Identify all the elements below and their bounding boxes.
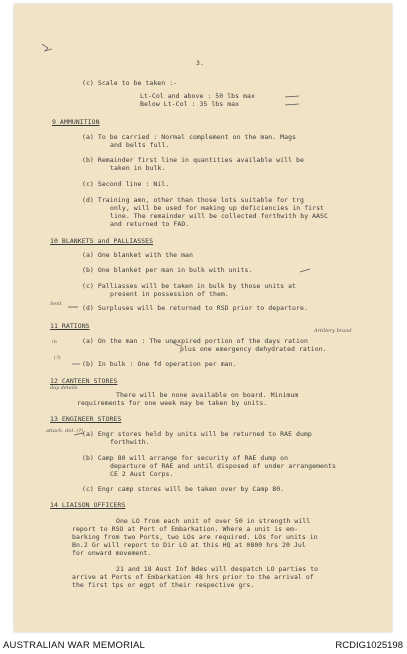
text-line: only, will be used for making up deficiencies in first <box>110 204 325 212</box>
document-page <box>14 4 392 632</box>
text-line: the first tps or egpt of their respective grs. <box>72 581 255 589</box>
text-line: (a) To be carried : Normal complement on the man. Mags <box>82 133 297 141</box>
text-line: One LO from each unit of over 50 in strength will <box>116 517 311 525</box>
text-line: CE 2 Aust Corps. <box>110 470 174 478</box>
text-line: (c) Second line : Nil. <box>82 180 170 188</box>
handwritten-note: in <box>52 339 57 345</box>
text-line: report to RSO at Port of Embarkation. Where a unit is em- <box>72 525 298 533</box>
text-line: (c) Engr camp stores will be taken over by Camp 80. <box>82 485 285 493</box>
section-heading: 12 CANTEEN STORES <box>50 377 118 385</box>
text-line: 21 and 18 Aust Inf Bdes will despatch LO parties to <box>116 565 319 573</box>
text-line: Bn.2 Gr will report to Dir LO at this HQ at 0800 hrs 20 Jul <box>72 541 306 549</box>
handwritten-note: (?) <box>54 355 61 361</box>
text-line: (d) Surpluses will be returned to RSD prior to departure. <box>82 304 308 312</box>
footer-bar <box>0 636 407 654</box>
text-line: (c) Palliasses will be taken in bulk by those units at <box>82 282 297 290</box>
text-line: (a) On the man : The unexpired portion of the days ration <box>82 337 308 345</box>
text-line: arrive at Ports of Embarkation 48 hrs prior to the arrival of <box>72 573 314 581</box>
section-heading: 11 RATIONS <box>50 322 90 330</box>
text-line: forthwith. <box>110 438 150 446</box>
section-heading: 13 ENGINEER STORES <box>50 415 122 423</box>
handwritten-note: Artillery brand <box>314 328 352 334</box>
section-heading: 9 AMMUNITION <box>52 118 100 126</box>
handwritten-note: Sent <box>50 301 62 307</box>
section-heading: 10 BLANKETS and PALLIASSES <box>50 237 154 245</box>
text-line: (a) Engr stores held by units will be returned to RAE dump <box>82 430 312 438</box>
text-line: and belts full. <box>110 141 170 149</box>
text-line: (c) Scale to be taken :- <box>82 79 178 87</box>
text-line: Below Lt-Col : 35 lbs max <box>140 100 240 108</box>
text-line: line. The remainder will be collected forthwith by AASC <box>110 212 328 220</box>
text-line: (b) Remainder first line in quantities available will be <box>82 156 304 164</box>
text-line: and returned to FAD. <box>110 220 190 228</box>
pen-scribble <box>42 44 52 51</box>
page-number: 3. <box>196 59 204 67</box>
text-line: (b) In bulk : One fd operation per man. <box>82 360 237 368</box>
footer-record-id: RCDIG1025198 <box>335 640 403 651</box>
text-line: plus one emergency dehydrated ration. <box>180 345 327 353</box>
text-line: (d) Training amn, other than those lots suitable for trg <box>82 196 304 204</box>
pen-stroke <box>300 269 310 272</box>
text-line: barking from two Ports, two LOs are required. LOs for units in <box>72 533 318 541</box>
text-line: There will be none available on board. Minimum <box>116 391 299 399</box>
text-line: (a) One blanket with the man <box>82 251 193 259</box>
footer-source: AUSTRALIAN WAR MEMORIAL <box>3 640 146 651</box>
text-line: taken in bulk. <box>110 164 166 172</box>
pen-stroke <box>285 104 299 105</box>
handwritten-note: day details <box>50 385 78 391</box>
text-line: (b) One blanket per man in bulk with units. <box>82 266 253 274</box>
section-heading: 14 LIAISON OFFICERS <box>50 501 126 509</box>
text-line: present in possession of them. <box>110 290 229 298</box>
text-line: departure of RAE and until disposed of under arrangements <box>110 462 336 470</box>
pen-stroke <box>285 96 299 97</box>
text-line: for onward movement. <box>72 549 152 557</box>
text-line: Lt-Col and above : 50 lbs max <box>140 92 255 100</box>
text-line: requirements for one week may be taken by units. <box>77 399 268 407</box>
handwritten-note: attach. det. (?) <box>46 428 84 434</box>
text-line: (b) Camp 80 will arrange for security of RAE dump on <box>82 454 289 462</box>
